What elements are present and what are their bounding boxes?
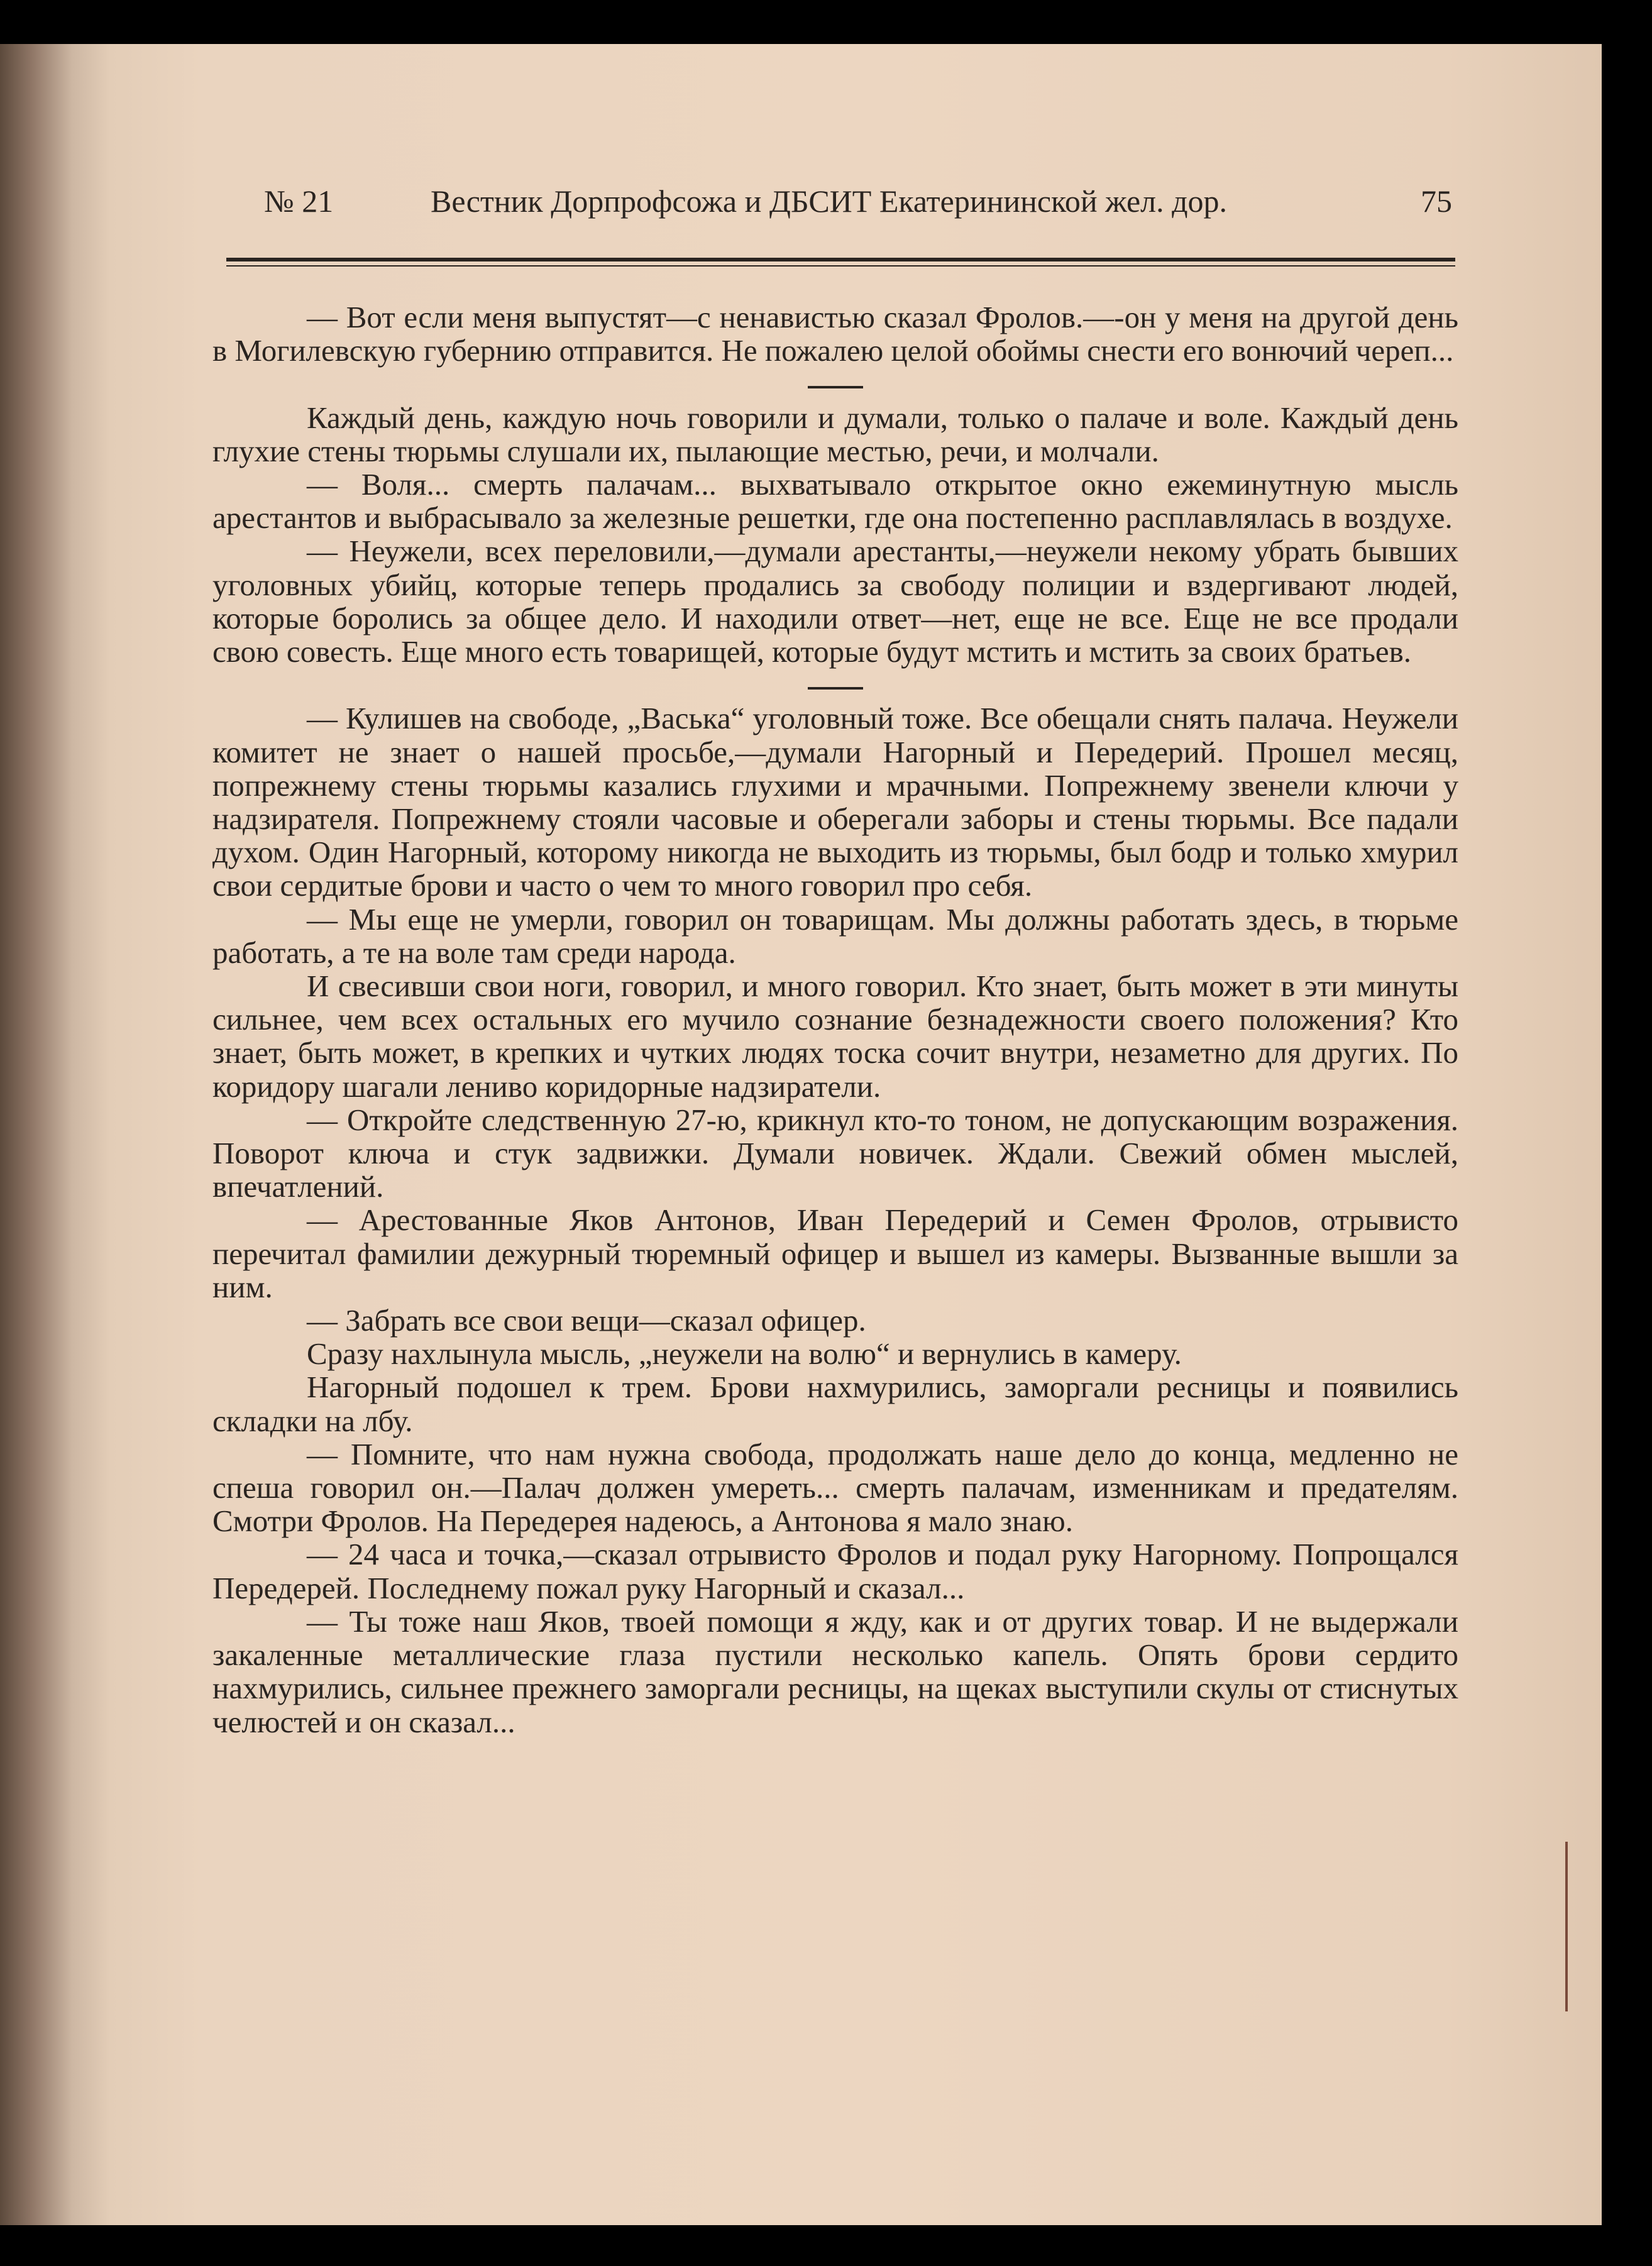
scanned-page <box>0 44 1602 2225</box>
paragraph: Сразу нахлынула мысль, „неужели на волю“ и вернулись в камеру. <box>307 1336 1182 1372</box>
paragraph: И свесивши свои ноги, говорил, и много говорил. Кто знает, быть может в эти минуты сильнее, чем всех остальных его мучило сознание безнадежности своего положения? Кто знает, быть может, в крепких и чутких людях тоска сочит внутри, незаметно для других. По коридору шагали лениво коридорные надзиратели. <box>212 969 1458 1104</box>
paragraph: — Мы еще не умерли, говорил он товарищам. Мы должны работать здесь, в тюрьме работать, а те на воле там среди народа. <box>212 901 1458 970</box>
paragraph: — Ты тоже наш Яков, твоей помощи я жду, как и от других товар. И не выдержали закаленные металлические глаза пустили несколько капель. Опять брови сердито нахмурились, сильнее прежнего заморгали ресницы, на щеках выступили скулы от стиснутых челюстей и он сказал... <box>212 1603 1458 1739</box>
paragraph: — Неужели, всех переловили,—думали арестанты,—неужели некому убрать бывших уголовных убийц, которые теперь продались за свободу полиции и вздергивают людей, которые боролись за общее дело. И находили ответ—нет, еще не все. Еще не все продали свою совесть. Еще много есть товарищей, которые будут мстить и мстить за своих братьев. <box>212 534 1458 669</box>
section-separator <box>212 668 1458 701</box>
margin-pencil-mark <box>1565 1842 1568 2011</box>
running-header <box>264 179 1452 223</box>
journal-title: Вестник Дорпрофсожа и ДБСИТ Екатерининской жел. дор. <box>431 184 1228 219</box>
paragraph: — Кулишев на свободе, „Васька“ уголовный тоже. Все обещали снять палача. Неужели комитет не знает о нашей просьбе,—думали Нагорный и Передерий. Прошел месяц, попрежнему стены тюрьмы казались глухими и мрачными. Попрежнему звенели ключи у надзирателя. Попрежнему стояли часовые и оберегали заборы и стены тюрьмы. Все падали духом. Один Нагорный, которому никогда не выходить из тюрьмы, был бодр и только хмурил свои сердитые брови и часто о чем то много говорил про себя. <box>212 701 1458 903</box>
paragraph: — Откройте следственную 27-ю, крикнул кто-то тоном, не допускающим возражения. Поворот ключа и стук задвижки. Думали новичек. Ждали. Свежий обмен мыслей, впечатлений. <box>212 1102 1458 1204</box>
paragraph: Каждый день, каждую ночь говорили и думали, только о палаче и воле. Каждый день глухие стены тюрьмы слушали их, пылающие местью, речи, и молчали. <box>212 400 1458 468</box>
paragraph: — Вот если меня выпустят—с ненавистью сказал Фролов.—-он у меня на другой день в Могилевскую губернию отправится. Не пожалею целой обоймы снести его вонючий череп... <box>212 300 1458 368</box>
section-separator <box>212 367 1458 400</box>
paragraph: — Помните, что нам нужна свобода, продолжать наше дело до конца, медленно не спеша говорил он.—Палач должен умереть... смерть палачам, изменникам и предателям. Смотри Фролов. На Передерея надеюсь, а Антонова я мало знаю. <box>212 1436 1458 1539</box>
page-number: 75 <box>1421 184 1452 219</box>
paragraph: — Воля... смерть палачам... выхватывало открытое окно ежеминутную мысль арестантов и выбрасывало за железные решетки, где она постепенно расплавлялась в воздухе. <box>212 467 1458 536</box>
paragraph: — Забрать все свои вещи—сказал офицер. <box>307 1303 866 1338</box>
paragraph: Нагорный подошел к трем. Брови нахмурились, заморгали ресницы и появились складки на лбу. <box>212 1370 1458 1438</box>
header-rule-thin <box>226 265 1455 267</box>
issue-number: № 21 <box>264 184 334 219</box>
paragraph: — 24 часа и точка,—сказал отрывисто Фролов и подал руку Нагорному. Попрощался Передерей. Последнему пожал руку Нагорный и сказал... <box>212 1537 1458 1605</box>
header-rule-thick <box>226 258 1455 261</box>
paragraph: — Арестованные Яков Антонов, Иван Передерий и Семен Фролов, отрывисто перечитал фамилии дежурный тюремный офицер и вышел из камеры. Вызванные вышли за ним. <box>212 1202 1458 1304</box>
article-body <box>212 300 1458 1739</box>
